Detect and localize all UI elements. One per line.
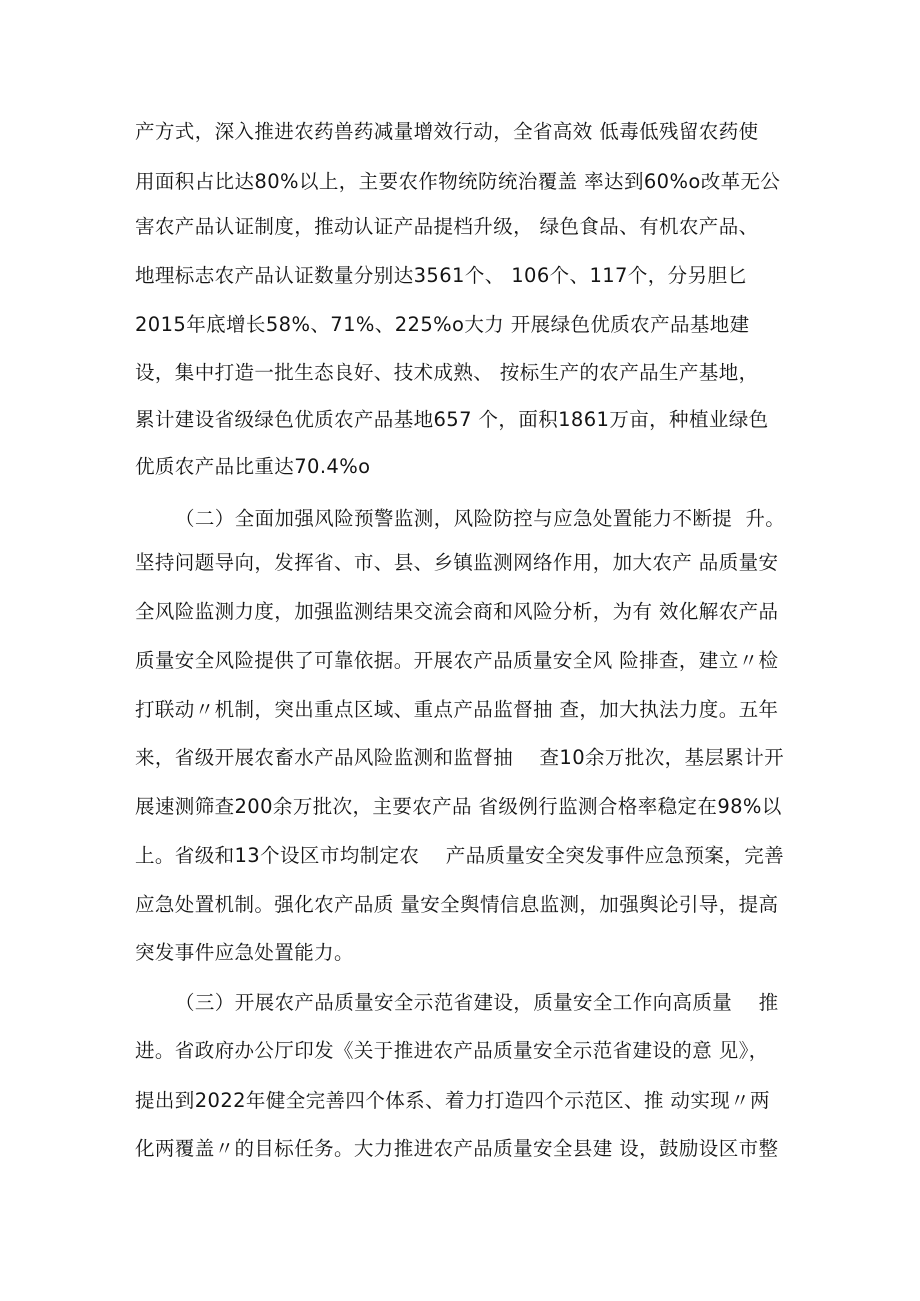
text-line: 上。省级和13个设区市均制定农 产品质量安全突发事件应急预案，完善 <box>135 844 785 867</box>
text-line: 全风险监测力度，加强监测结果交流会商和风险分析，为有 效化解农产品 <box>135 600 779 623</box>
text-line: 化两覆盖〃的目标任务。大力推进农产品质量安全县建 设，鼓励设区市整 <box>135 1137 779 1160</box>
text-line: 设，集中打造一批生态良好、技术成熟、 按标生产的农产品生产基地， <box>135 361 759 384</box>
text-line: 累计建设省级绿色优质农产品基地657 个，面积1861万亩，种植业绿色 <box>135 408 769 431</box>
text-line: 展速测筛查200余万批次，主要农产品 省级例行监测合格率稳定在98%以 <box>135 795 782 818</box>
section-heading-line: （三）开展农产品质量安全示范省建设，质量安全工作向高质量 推 <box>175 991 779 1014</box>
text-line: 来，省级开展农畜水产品风险监测和监督抽 查10余万批次，基层累计开 <box>135 746 785 769</box>
text-line: 打联动〃机制，突出重点区域、重点产品监督抽 查，加大执法力度。五年 <box>135 698 779 721</box>
text-line: 地理标志农产品认证数量分别达3561个、 106个、117个，分另胆匕 <box>135 264 748 287</box>
text-line: 害农产品认证制度，推动认证产品提档升级， 绿色食品、有机农产品、 <box>135 215 759 238</box>
text-line: 质量安全风险提供了可靠依据。开展农产品质量安全风 险排查，建立〃检 <box>135 649 779 672</box>
text-line: 用面积占比达80%以上，主要农作物统防统治覆盖 率达到60%o改革无公 <box>135 170 781 193</box>
text-line: 坚持问题导向，发挥省、市、县、乡镇监测网络作用，加大农产 品质量安 <box>135 551 779 574</box>
text-line: 突发事件应急处置能力。 <box>135 941 354 964</box>
text-line: 提出到2022年健全完善四个体系、着力打造四个示范区、推 动实现〃两 <box>135 1089 770 1112</box>
section-heading-line: （二）全面加强风险预警监测，风险防控与应急处置能力不断提 升。 <box>175 507 786 530</box>
text-line: 产方式，深入推进农药兽药减量增效行动，全省高效 低毒低残留农药使 <box>135 120 759 143</box>
text-line: 进。省政府办公厅印发《关于推进农产品质量安全示范省建设的意 见》， <box>135 1039 769 1062</box>
text-line: 应急处置机制。强化农产品质 量安全舆情信息监测，加强舆论引导，提高 <box>135 893 779 916</box>
text-line: 2015年底增长58%、71%、225%o大力 开展绿色优质农产品基地建 <box>135 313 750 336</box>
text-line: 优质农产品比重达70.4%o <box>135 455 371 478</box>
